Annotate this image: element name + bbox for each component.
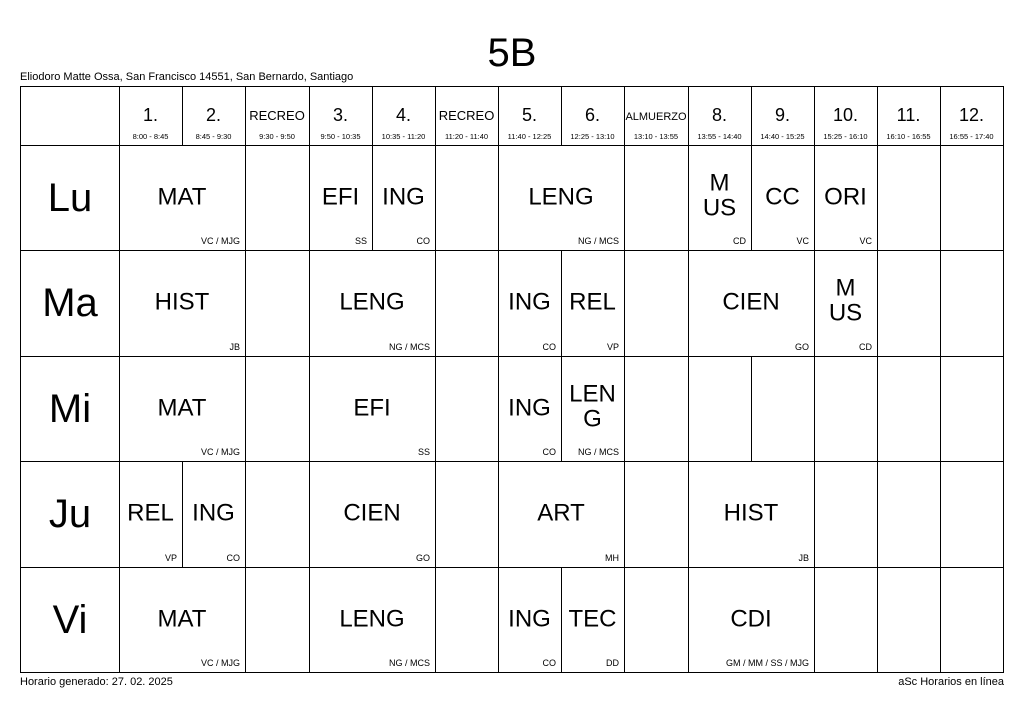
period-time: 15:25 - 16:10 bbox=[823, 132, 868, 141]
period-header bbox=[309, 87, 372, 145]
lesson-subject: ING bbox=[508, 604, 551, 632]
lesson-cell[interactable] bbox=[309, 356, 435, 461]
lesson-subject: LENG bbox=[569, 380, 616, 432]
lesson-subject: HIST bbox=[154, 288, 210, 316]
lesson-cell[interactable] bbox=[814, 145, 877, 250]
lesson-teacher: VP bbox=[606, 342, 619, 352]
day-label: Ma bbox=[42, 281, 98, 325]
grid-line bbox=[624, 87, 625, 672]
period-label: 1. bbox=[142, 105, 158, 125]
lesson-teacher: CD bbox=[859, 342, 872, 352]
lesson-cell[interactable] bbox=[119, 461, 182, 567]
lesson-teacher: NG / MCS bbox=[388, 342, 430, 352]
period-label: 6. bbox=[584, 105, 600, 125]
lesson-teacher: VC / MJG bbox=[200, 236, 240, 246]
lesson-teacher: CO bbox=[542, 658, 556, 668]
lesson-teacher: NG / MCS bbox=[388, 658, 430, 668]
lesson-cell[interactable] bbox=[561, 250, 624, 356]
lesson-cell[interactable] bbox=[309, 145, 372, 250]
period-time: 14:40 - 15:25 bbox=[760, 132, 805, 141]
lesson-subject: TEC bbox=[568, 604, 617, 632]
generated-date: Horario generado: 27. 02. 2025 bbox=[20, 676, 173, 688]
lesson-cell[interactable] bbox=[688, 567, 814, 672]
lesson-teacher: VC bbox=[796, 236, 809, 246]
lesson-subject: MUS bbox=[702, 169, 737, 221]
grid-line bbox=[940, 87, 941, 672]
period-header bbox=[751, 87, 814, 145]
lesson-teacher: CO bbox=[226, 553, 240, 563]
lesson-subject: MAT bbox=[157, 393, 207, 421]
timetable-grid bbox=[20, 86, 1004, 673]
period-label: RECREO bbox=[438, 108, 495, 123]
lesson-subject: ORI bbox=[824, 182, 867, 210]
lesson-teacher: JB bbox=[229, 342, 240, 352]
lesson-subject: REL bbox=[569, 288, 616, 316]
period-time: 8:45 - 9:30 bbox=[195, 132, 232, 141]
lesson-teacher: CD bbox=[733, 236, 746, 246]
grid-line bbox=[435, 87, 436, 672]
period-header bbox=[561, 87, 624, 145]
lesson-subject: LENG bbox=[339, 288, 405, 316]
period-time: 13:10 - 13:55 bbox=[633, 132, 679, 141]
lesson-cell[interactable] bbox=[498, 461, 624, 567]
day-label: Ju bbox=[48, 492, 92, 536]
lesson-subject: CDI bbox=[730, 604, 772, 632]
period-label: 11. bbox=[896, 105, 921, 125]
timetable-title: 5B bbox=[487, 31, 537, 75]
period-label: 3. bbox=[332, 105, 348, 125]
day-label: Mi bbox=[48, 387, 92, 431]
lesson-teacher: NG / MCS bbox=[577, 447, 619, 457]
lesson-subject: CIEN bbox=[722, 288, 780, 316]
lesson-teacher: DD bbox=[606, 658, 619, 668]
lesson-teacher: CO bbox=[542, 447, 556, 457]
grid-line bbox=[751, 356, 752, 461]
lesson-subject: ART bbox=[537, 499, 585, 527]
period-header bbox=[182, 87, 245, 145]
lesson-subject: MUS bbox=[828, 274, 863, 327]
lesson-cell[interactable] bbox=[309, 461, 435, 567]
period-header bbox=[814, 87, 877, 145]
lesson-subject: CC bbox=[765, 182, 800, 210]
lesson-teacher: NG / MCS bbox=[577, 236, 619, 246]
grid-line bbox=[245, 87, 246, 672]
lesson-teacher: GO bbox=[415, 553, 430, 563]
lesson-cell[interactable] bbox=[309, 250, 435, 356]
lesson-cell[interactable] bbox=[561, 567, 624, 672]
lesson-teacher: SS bbox=[354, 236, 367, 246]
lesson-teacher: GO bbox=[794, 342, 809, 352]
lesson-subject: ING bbox=[508, 393, 551, 421]
lesson-subject: EFI bbox=[353, 393, 391, 421]
break-header bbox=[624, 87, 688, 145]
period-label: 2. bbox=[205, 105, 221, 125]
period-header bbox=[688, 87, 751, 145]
lesson-cell[interactable] bbox=[561, 356, 624, 461]
lesson-subject: CIEN bbox=[343, 499, 401, 527]
period-time: 16:55 - 17:40 bbox=[949, 132, 994, 141]
lesson-teacher: VC / MJG bbox=[200, 658, 240, 668]
school-address: Eliodoro Matte Ossa, San Francisco 14551, San Bernardo, Santiago bbox=[20, 71, 354, 83]
lesson-cell[interactable] bbox=[119, 250, 245, 356]
period-time: 13:55 - 14:40 bbox=[697, 132, 742, 141]
period-label: ALMUERZO bbox=[625, 111, 687, 123]
period-header bbox=[372, 87, 435, 145]
period-time: 11:40 - 12:25 bbox=[507, 132, 552, 141]
lesson-subject: ING bbox=[508, 288, 551, 316]
period-header bbox=[498, 87, 561, 145]
lesson-cell[interactable] bbox=[119, 567, 245, 672]
lesson-cell[interactable] bbox=[498, 567, 561, 672]
period-header bbox=[940, 87, 1003, 145]
lesson-subject: LENG bbox=[528, 182, 594, 210]
period-label: RECREO bbox=[249, 108, 305, 123]
lesson-subject: MAT bbox=[157, 182, 207, 210]
period-label: 5. bbox=[521, 105, 537, 125]
period-time: 8:00 - 8:45 bbox=[132, 132, 169, 141]
lesson-teacher: VP bbox=[164, 553, 177, 563]
lesson-cell[interactable] bbox=[372, 145, 435, 250]
lesson-subject: LENG bbox=[339, 604, 405, 632]
lesson-cell[interactable] bbox=[688, 250, 814, 356]
lesson-cell[interactable] bbox=[182, 461, 245, 567]
period-time: 11:20 - 11:40 bbox=[444, 132, 489, 141]
lesson-teacher: VC bbox=[859, 236, 872, 246]
lesson-subject: ING bbox=[382, 182, 425, 210]
lesson-cell[interactable] bbox=[309, 567, 435, 672]
lesson-teacher: SS bbox=[417, 447, 430, 457]
period-time: 12:25 - 13:10 bbox=[570, 132, 615, 141]
lesson-cell[interactable] bbox=[751, 145, 814, 250]
period-time: 10:35 - 11:20 bbox=[381, 132, 426, 141]
lesson-subject: HIST bbox=[723, 499, 779, 527]
lesson-cell[interactable] bbox=[119, 145, 245, 250]
period-header bbox=[119, 87, 182, 145]
period-label: 8. bbox=[711, 105, 727, 125]
period-time: 9:50 - 10:35 bbox=[320, 132, 361, 141]
lesson-cell[interactable] bbox=[814, 250, 877, 356]
lesson-cell[interactable] bbox=[498, 145, 624, 250]
lesson-teacher: JB bbox=[798, 553, 809, 563]
lesson-teacher: CO bbox=[416, 236, 430, 246]
period-label: 12. bbox=[958, 105, 985, 125]
lesson-teacher: VC / MJG bbox=[200, 447, 240, 457]
lesson-cell[interactable] bbox=[688, 145, 751, 250]
day-label: Vi bbox=[52, 598, 88, 642]
period-time: 16:10 - 16:55 bbox=[886, 132, 931, 141]
lesson-teacher: MH bbox=[605, 553, 619, 563]
brand-text: aSc Horarios en línea bbox=[898, 676, 1004, 688]
period-time: 9:30 - 9:50 bbox=[259, 132, 295, 141]
lesson-subject: EFI bbox=[321, 182, 360, 210]
day-label: Lu bbox=[47, 176, 93, 220]
lesson-subject: ING bbox=[192, 499, 235, 527]
period-header bbox=[877, 87, 940, 145]
lesson-subject: REL bbox=[127, 499, 174, 527]
period-label: 10. bbox=[832, 105, 859, 125]
lesson-cell[interactable] bbox=[498, 250, 561, 356]
lesson-teacher: GM / MM / SS / MJG bbox=[726, 658, 809, 668]
lesson-cell[interactable] bbox=[498, 356, 561, 461]
lesson-teacher: CO bbox=[542, 342, 556, 352]
break-header bbox=[435, 87, 498, 145]
lesson-subject: MAT bbox=[157, 604, 207, 632]
break-header bbox=[245, 87, 309, 145]
period-label: 4. bbox=[395, 105, 411, 125]
lesson-cell[interactable] bbox=[119, 356, 245, 461]
lesson-cell[interactable] bbox=[688, 461, 814, 567]
grid-line bbox=[877, 87, 878, 672]
period-label: 9. bbox=[774, 105, 790, 125]
